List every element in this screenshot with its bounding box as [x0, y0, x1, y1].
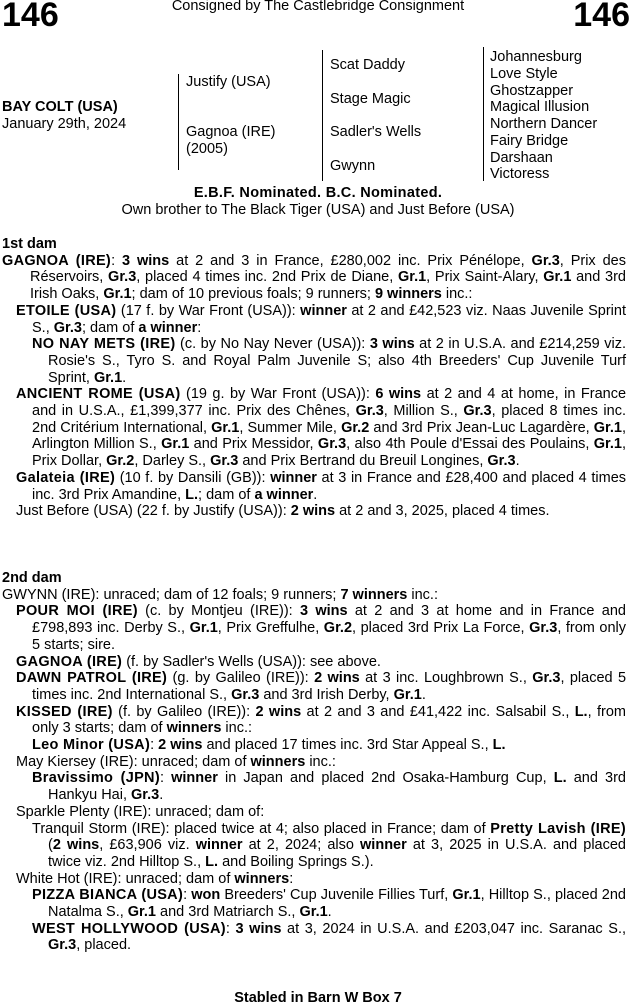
- own-brother-note: Own brother to The Black Tiger (USA) and Just Before (USA): [121, 202, 515, 218]
- produce-entry: Leo Minor (USA): 2 wins and placed 17 times inc. 3rd Star Appeal S., L.: [32, 737, 506, 754]
- dam-dam: Gwynn: [330, 158, 376, 174]
- g3-ancestor: Magical Illusion: [490, 99, 590, 115]
- first-dam-heading: 1st dam: [2, 236, 57, 252]
- g3-ancestor: Fairy Bridge: [490, 133, 569, 149]
- g3-ancestor: Victoress: [490, 166, 550, 182]
- produce-entry: Bravissimo (JPN): winner in Japan and placed 2nd Osaka-Hamburg Cup, L. and 3rd Hankyu Hai, Gr.3.: [32, 770, 626, 804]
- dam: Gagnoa (IRE): [186, 124, 276, 140]
- horse-title: BAY COLT (USA): [2, 99, 118, 115]
- consignor: Consigned by The Castlebridge Consignment: [171, 0, 465, 14]
- produce-entry: ANCIENT ROME (USA) (19 g. by War Front (USA)): 6 wins at 2 and 4 at home, in France and in U.S.A., £1,399,377 inc. Prix des Chênes, Gr.3, Million S., Gr.3, placed 8 times inc. 2nd Critérium International, Gr.1, Summer Mile, Gr.2 and 3rd Prix Jean-Luc Lagardère, Gr.1, Arlington Million S., Gr.1 and Prix Messidor, Gr.3, also 4th Poule d'Essai des Poulains, Gr.1, Prix Dollar, Gr.2, Darley S., Gr.3 and Prix Bertrand du Breuil Longines, Gr.3.: [16, 386, 627, 470]
- produce-entry: KISSED (IRE) (f. by Galileo (IRE)): 2 wins at 2 and 3 and £41,422 inc. Salsabil S., L., from only 3 starts; dam of winners inc.:: [16, 703, 626, 737]
- pedigree-bracket-3: [483, 47, 484, 181]
- nominations: E.B.F. Nominated. B.C. Nominated.: [193, 185, 443, 201]
- produce-entry: Galateia (IRE) (10 f. by Dansili (GB)): winner at 3 in France and £28,400 and placed 4 times inc. 3rd Prix Amandine, L.; dam of a winner.: [16, 469, 627, 503]
- g3-ancestor: Love Style: [490, 66, 558, 82]
- sire: Justify (USA): [186, 74, 271, 90]
- lot-number-right: 146: [573, 0, 630, 34]
- produce-entry: May Kiersey (IRE): unraced; dam of winners inc.:: [16, 753, 336, 770]
- produce-entry: GAGNOA (IRE) (f. by Sadler's Wells (USA)): see above.: [16, 653, 381, 670]
- dam-entry: GWYNN (IRE): unraced; dam of 12 foals; 9 runners; 7 winners inc.:: [2, 586, 438, 603]
- sire-dam: Stage Magic: [330, 91, 411, 107]
- dam-entry: GAGNOA (IRE): 3 wins at 2 and 3 in France, £280,002 inc. Prix Pénélope, Gr.3, Prix des Réservoirs, Gr.3, placed 4 times inc. 2nd Prix de Diane, Gr.1, Prix Saint-Alary, Gr.1 and 3rd Irish Oaks, Gr.1; dam of 10 previous foals; 9 runners; 9 winners inc.:: [2, 252, 626, 303]
- stabling-note: Stabled in Barn W Box 7: [234, 990, 402, 1006]
- produce-entry: White Hot (IRE): unraced; dam of winners:: [16, 870, 294, 887]
- produce-entry: Tranquil Storm (IRE): placed twice at 4; also placed in France; dam of Pretty Lavish (IRE) (2 wins, £63,906 viz. winner at 2, 2024; also winner at 3, 2025 in U.S.A. and placed twice viz. 2nd Hilltop S., L. and Boiling Springs S.).: [32, 820, 626, 870]
- g3-ancestor: Ghostzapper: [490, 83, 574, 99]
- produce-entry: NO NAY METS (IRE) (c. by No Nay Never (USA)): 3 wins at 2 in U.S.A. and £214,259 viz. Rosie's S., Tyro S. and Royal Palm Juvenile S; also 4th Breeders' Cup Juvenile Turf Sprint, Gr.1.: [32, 336, 626, 386]
- produce-entry: DAWN PATROL (IRE) (g. by Galileo (IRE)): 2 wins at 3 inc. Loughbrown S., Gr.3, placed 5 times inc. 2nd International S., Gr.3 and 3rd Irish Derby, Gr.1.: [16, 670, 627, 703]
- produce-entry: PIZZA BIANCA (USA): won Breeders' Cup Juvenile Fillies Turf, Gr.1, Hilltop S., placed 2nd Natalma S., Gr.1 and 3rd Matriarch S., Gr.1.: [32, 887, 626, 921]
- produce-entry: Sparkle Plenty (IRE): unraced; dam of:: [16, 803, 265, 820]
- g3-ancestor: Darshaan: [490, 150, 553, 166]
- pedigree-bracket-1: [178, 74, 179, 170]
- produce-entry: POUR MOI (IRE) (c. by Montjeu (IRE)): 3 wins at 2 and 3 at home and in France and £798,893 inc. Derby S., Gr.1, Prix Greffulhe, Gr.2, placed 3rd Prix La Force, Gr.3, from only 5 starts; sire.: [16, 603, 626, 653]
- produce-entry: ETOILE (USA) (17 f. by War Front (USA)): winner at 2 and £42,523 viz. Naas Juvenile Sprint S., Gr.3; dam of a winner:: [16, 302, 626, 336]
- sire-sire: Scat Daddy: [330, 57, 405, 73]
- first-dam-section: [2, 236, 626, 520]
- second-dam-section: [2, 570, 626, 954]
- dam-year: (2005): [186, 141, 228, 157]
- produce-entry: WEST HOLLYWOOD (USA): 3 wins at 3, 2024 in U.S.A. and £203,047 inc. Saranac S., Gr.3, placed.: [32, 920, 627, 954]
- g3-ancestor: Northern Dancer: [490, 116, 598, 132]
- second-dam-heading: 2nd dam: [2, 570, 62, 586]
- horse-foaled: January 29th, 2024: [2, 116, 127, 132]
- produce-entry: Just Before (USA) (22 f. by Justify (USA)): 2 wins at 2 and 3, 2025, placed 4 times.: [16, 503, 550, 520]
- pedigree-bracket-2: [322, 50, 323, 181]
- dam-sire: Sadler's Wells: [330, 124, 422, 140]
- lot-number-left: 146: [2, 0, 59, 34]
- g3-ancestor: Johannesburg: [490, 49, 582, 65]
